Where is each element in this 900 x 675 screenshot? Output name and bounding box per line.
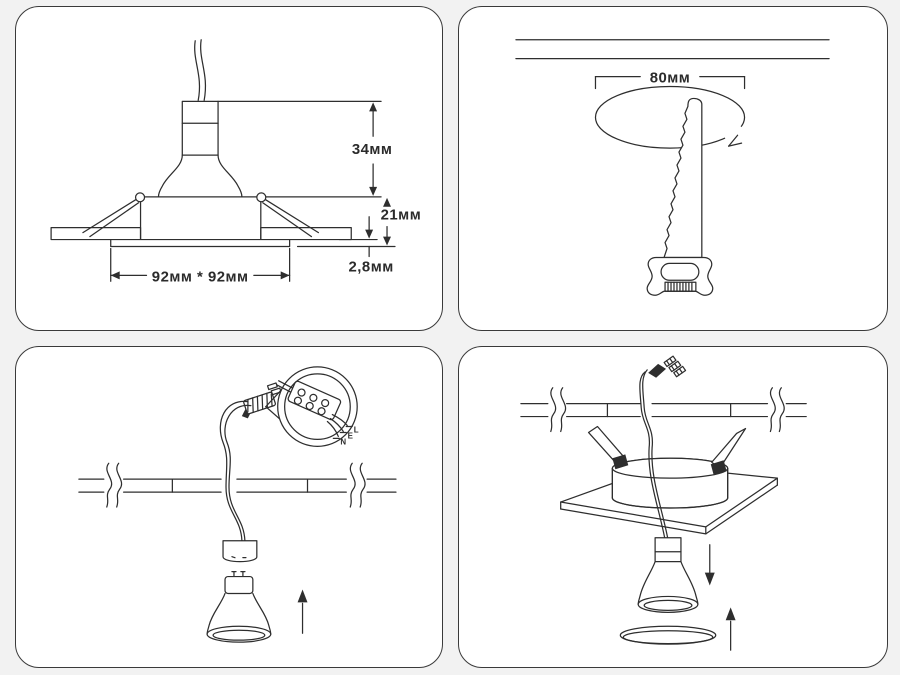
- supply-cable: [220, 401, 251, 540]
- panel-mounting: [458, 346, 888, 668]
- dimension-80mm-label: 80мм: [649, 70, 691, 87]
- dimension-21mm-label: 21мм: [380, 207, 422, 224]
- wire-connector: [648, 355, 685, 378]
- cutting-drawing: [459, 7, 887, 330]
- dimensions-drawing: [16, 7, 442, 330]
- wiring-drawing: [16, 347, 442, 667]
- dimension-34mm-label: 34мм: [351, 142, 393, 159]
- trim-plate: [111, 240, 290, 247]
- gu10-socket: [223, 541, 257, 562]
- mounting-drawing: [459, 347, 887, 667]
- panel-wiring: [15, 346, 443, 668]
- trim-ring: [620, 626, 715, 644]
- spot-bulb: [638, 538, 698, 613]
- saw-handle: [647, 257, 713, 295]
- mounting-can: [612, 458, 727, 508]
- dimension-80mm: [595, 71, 744, 89]
- ceiling-section: [79, 479, 396, 492]
- panel-cutting: [458, 6, 888, 331]
- panel-dimensions: [15, 6, 443, 331]
- dimension-92mm-label: 92мм * 92мм: [151, 269, 249, 286]
- lamp-body: [158, 101, 241, 196]
- down-arrow-icon: [705, 545, 715, 586]
- spring-clip-left: [589, 427, 629, 470]
- spring-clip-right: [257, 193, 319, 237]
- break-marks: [551, 388, 784, 432]
- handle-grip-hole: [661, 263, 699, 280]
- dimension-92mm: [111, 249, 290, 286]
- rotation-path: [595, 87, 744, 149]
- ceiling-section: [516, 40, 829, 59]
- dimension-34mm: [218, 101, 392, 195]
- wire-label-live: L: [353, 425, 359, 435]
- wire-label-earth: E: [347, 431, 353, 441]
- up-arrow-icon: [298, 589, 308, 633]
- spot-bulb: [207, 572, 271, 643]
- up-arrow-icon: [726, 607, 736, 650]
- break-marks: [107, 463, 365, 507]
- wire-label-neutral: N: [340, 437, 347, 447]
- dimension-2-8mm-label: 2,8мм: [348, 259, 394, 276]
- hole-saw: [664, 98, 702, 257]
- spring-clip-left: [83, 193, 145, 237]
- power-wire: [195, 40, 206, 101]
